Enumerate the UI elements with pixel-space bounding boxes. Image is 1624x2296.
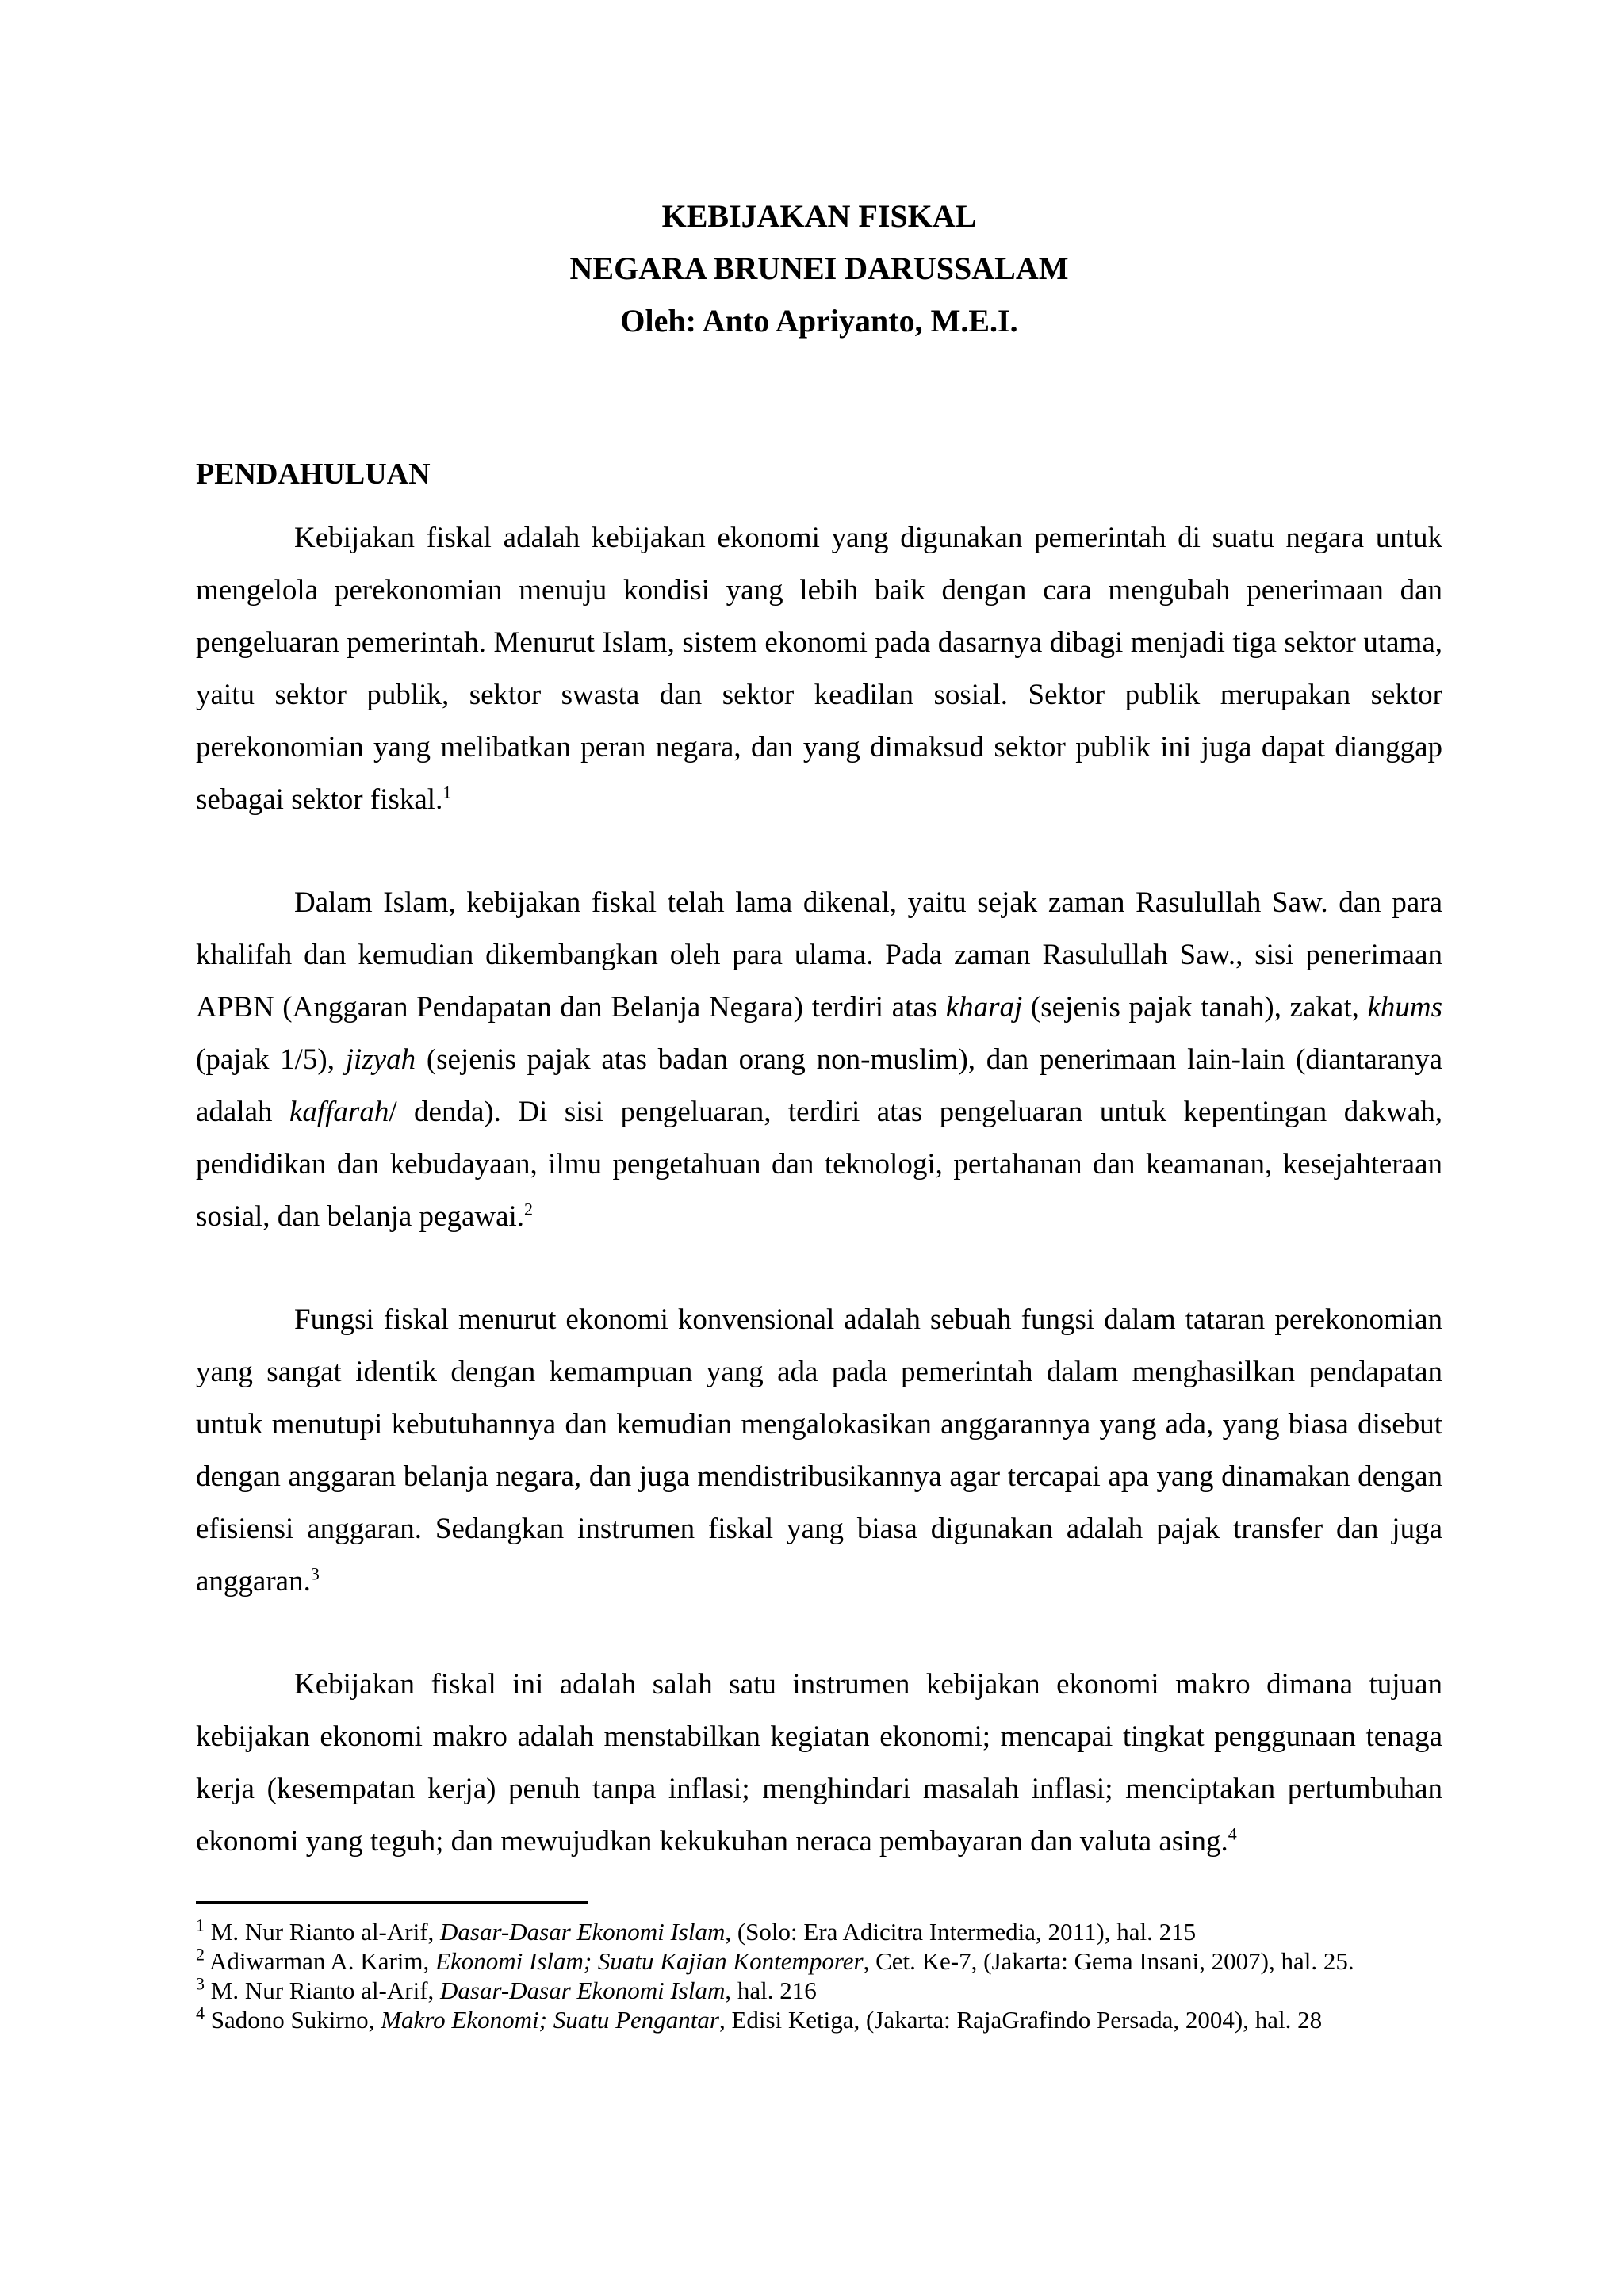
- paragraph-3: [196, 1294, 1442, 1608]
- paragraph-2-part-4: (sejenis pajak atas badan orang non-muslim), dan penerimaan lain-lain (diantaranya adalah: [196, 1043, 1443, 1128]
- footnote-number: 3: [196, 1973, 205, 1994]
- footnote-text: , Cet. Ke-7, (Jakarta: Gema Insani, 2007), hal. 25.: [863, 1947, 1354, 1975]
- footnote-text: , (Solo: Era Adicitra Intermedia, 2011), hal. 215: [725, 1918, 1197, 1946]
- footnotes: [196, 1915, 1442, 2036]
- footnote-text: , Edisi Ketiga, (Jakarta: RajaGrafindo Persada, 2004), hal. 28: [718, 2006, 1323, 2034]
- footnote-text: Sadono Sukirno,: [205, 2006, 381, 2034]
- term-kharaj: kharaj: [945, 991, 1023, 1024]
- footnote-title: Makro Ekonomi; Suatu Pengantar: [381, 2006, 719, 2034]
- body-text: [196, 512, 1442, 1919]
- footnote-title: Dasar-Dasar Ekonomi Islam: [440, 1976, 726, 2004]
- footnote-separator: [196, 1901, 588, 1904]
- term-kaffarah: kaffarah: [289, 1096, 389, 1128]
- paragraph-4-text: Kebijakan fiskal ini adalah salah satu instrumen kebijakan ekonomi makro dimana tujuan kebijakan ekonomi makro adalah menstabilkan kegiatan ekonomi; mencapai tingkat penggunaan tenaga kerja (kesempatan kerja) penuh tanpa inflasi; menghindari masalah inflasi; menciptakan pertumbuhan ekonomi yang teguh; dan mewujudkan kekukuhan neraca pembayaran dan valuta asing.: [196, 1668, 1442, 1858]
- footnote-text: M. Nur Rianto al-Arif,: [205, 1918, 441, 1946]
- footnote-number: 4: [196, 2003, 205, 2023]
- paragraph-1: [196, 512, 1442, 826]
- footnote-text: , hal. 216: [725, 1976, 817, 2004]
- footnote-ref-1: 1: [442, 782, 452, 802]
- term-khums: khums: [1367, 991, 1443, 1024]
- footnote-2: [196, 1944, 1442, 1975]
- footnote-3: [196, 1973, 1442, 2004]
- paragraph-3-text: Fungsi fiskal menurut ekonomi konvensional adalah sebuah fungsi dalam tataran perekonomian yang sangat identik dengan kemampuan yang ada pada pemerintah dalam menghasilkan pendapatan untuk menutupi kebutuhannya dan kemudian mengalokasikan anggarannya yang ada, yang biasa disebut dengan anggaran belanja negara, dan juga mendistribusikannya agar tercapai apa yang dinamakan dengan efisiensi anggaran. Sedangkan instrumen fiskal yang biasa digunakan adalah pajak transfer dan juga anggaran.: [196, 1303, 1442, 1598]
- paragraph-2-part-2: (sejenis pajak tanah), zakat,: [1022, 991, 1368, 1024]
- paragraph-2-part-5: / denda). Di sisi pengeluaran, terdiri atas pengeluaran untuk kepentingan dakwah, pendidikan dan kebudayaan, ilmu pengetahuan dan teknologi, pertahanan dan keamanan, kesejahteraan sosial, dan belanja pegawai.: [196, 1096, 1443, 1233]
- paragraph-2-part-1: Dalam Islam, kebijakan fiskal telah lama dikenal, yaitu sejak zaman Rasulullah Saw. dan para khalifah dan kemudian dikembangkan oleh para ulama. Pada zaman Rasulullah Saw., sisi penerimaan APBN (Anggaran Pendapatan dan Belanja Negara) terdiri atas: [196, 886, 1442, 1024]
- footnote-number: 1: [196, 1915, 205, 1935]
- paragraph-2: [196, 877, 1442, 1243]
- footnote-number: 2: [196, 1944, 205, 1965]
- section-heading: PENDAHULUAN: [196, 457, 431, 491]
- paragraph-4: [196, 1659, 1442, 1868]
- footnote-text: M. Nur Rianto al-Arif,: [205, 1976, 441, 2004]
- document-title: KEBIJAKAN FISKAL: [661, 198, 977, 234]
- title-block: [196, 190, 1442, 347]
- term-jizyah: jizyah: [345, 1043, 416, 1076]
- document-subtitle: NEGARA BRUNEI DARUSSALAM: [569, 251, 1069, 286]
- footnote-1: [196, 1915, 1442, 1946]
- author-line: Oleh: Anto Apriyanto, M.E.I.: [620, 303, 1018, 339]
- footnote-ref-3: 3: [310, 1563, 320, 1584]
- footnote-ref-2: 2: [524, 1199, 534, 1219]
- footnote-title: Ekonomi Islam; Suatu Kajian Kontemporer: [435, 1947, 864, 1975]
- footnote-text: Adiwarman A. Karim,: [205, 1947, 436, 1975]
- footnote-title: Dasar-Dasar Ekonomi Islam: [440, 1918, 726, 1946]
- footnote-ref-4: 4: [1228, 1823, 1237, 1844]
- paragraph-1-text: Kebijakan fiskal adalah kebijakan ekonomi yang digunakan pemerintah di suatu negara untuk mengelola perekonomian menuju kondisi yang lebih baik dengan cara mengubah penerimaan dan pengeluaran pemerintah. Menurut Islam, sistem ekonomi pada dasarnya dibagi menjadi tiga sektor utama, yaitu sektor publik, sektor swasta dan sektor keadilan sosial. Sektor publik merupakan sektor perekonomian yang melibatkan peran negara, dan yang dimaksud sektor publik ini juga dapat dianggap sebagai sektor fiskal.: [196, 522, 1442, 816]
- footnote-4: [196, 2003, 1442, 2034]
- paragraph-2-part-3: (pajak 1/5),: [196, 1043, 346, 1076]
